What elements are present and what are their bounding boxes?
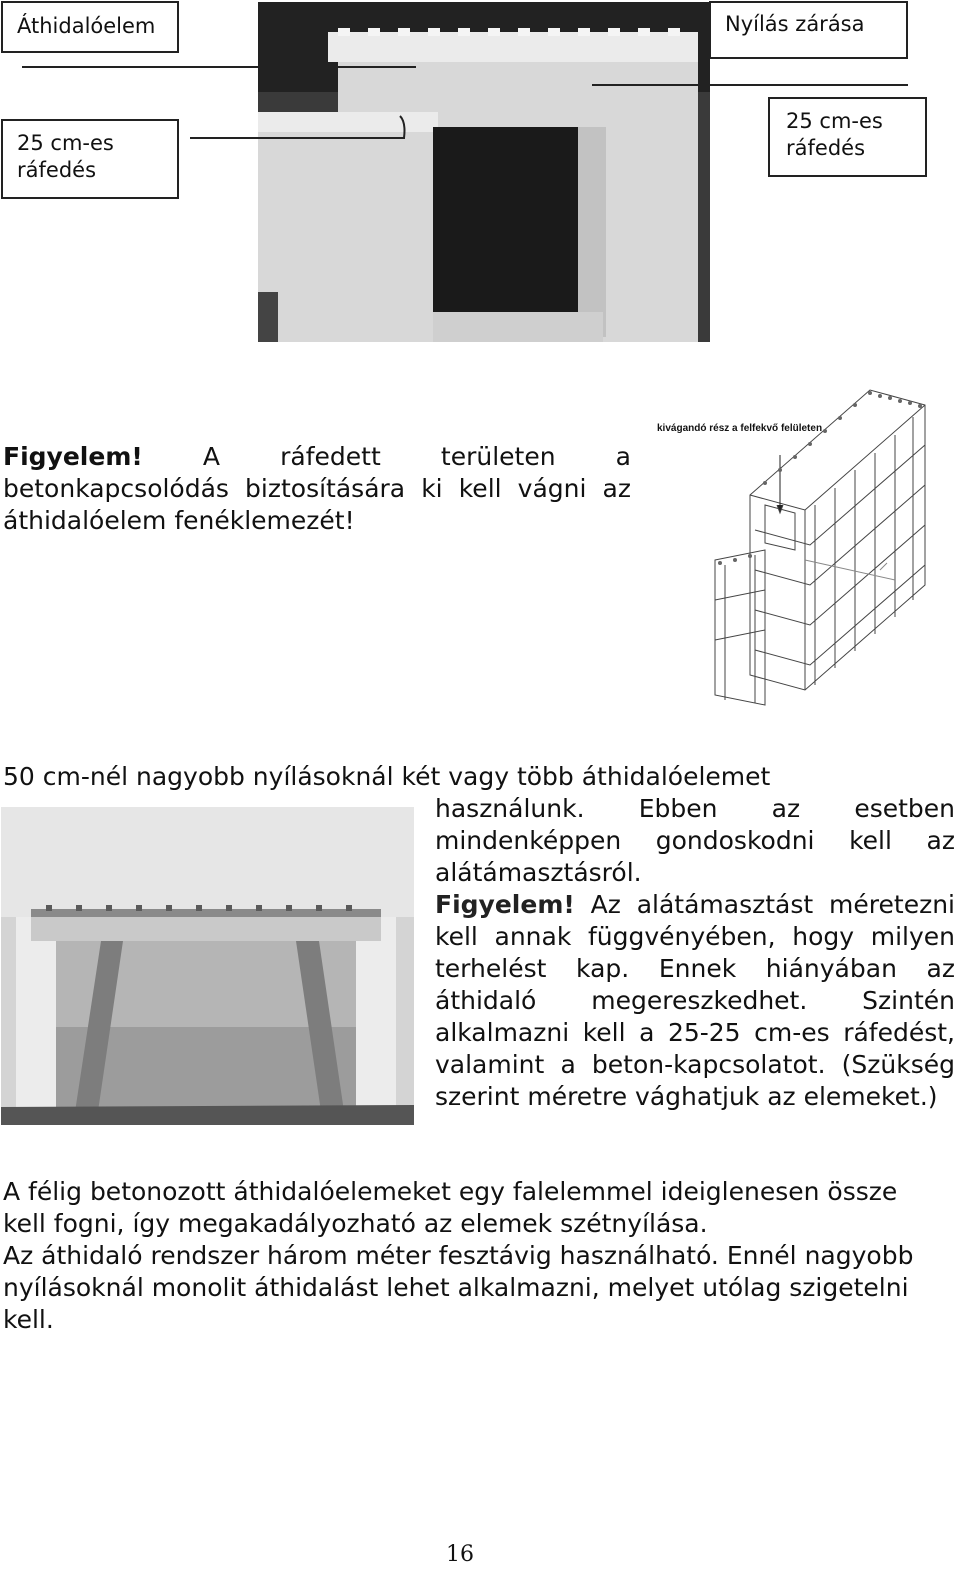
- diagram-caption: kivágandó rész a felfekvő felületen: [657, 423, 823, 434]
- multi-lintel-lead: 50 cm-nél nagyobb nyílásoknál két vagy több áthidalóelemet: [3, 762, 771, 791]
- span-paragraph: Az áthidaló rendszer három méter fesztávig használható. Ennél nagyobb nyílásoknál monolit áthidalást lehet alkalmazni, melyet utólag szigetelni kell.: [3, 1241, 914, 1334]
- support-photo: [1, 807, 414, 1125]
- lintel-photo: [258, 2, 710, 342]
- leader-line-closing: [592, 84, 908, 86]
- leader-line-lintel: [22, 66, 416, 68]
- tie-paragraph: A félig betonozott áthidalóelemeket egy falelemmel ideiglenesen össze kell fogni, így megakadályozható az elemek szétnyílása.: [3, 1177, 898, 1238]
- leader-line-overlap-left: [190, 137, 405, 139]
- warning-paragraph-1: Figyelem! A ráfedett területen a betonkapcsolódás biztosítására ki kell vágni az áthidalóelem fenéklemezét!: [3, 442, 631, 535]
- callout-lintel: Áthidalóelem: [1, 1, 179, 53]
- page-number: 16: [446, 1542, 474, 1567]
- block-diagram: [655, 385, 935, 710]
- callout-overlap-left: 25 cm-es ráfedés: [1, 119, 179, 199]
- leader-line-hook: [398, 114, 410, 140]
- warning-label: Figyelem!: [3, 442, 143, 471]
- multi-lintel-paragraph: használunk. Ebben az esetben mindenképpen gondoskodni kell az alátámasztásról.: [435, 794, 955, 887]
- warning-paragraph-2: Figyelem! Az alátámasztást méretezni kell annak függvényében, hogy milyen terhelést kap. Ennek hiányában az áthidaló megereszkedhet. Szintén alkalmazni kell a 25-25 cm-es ráfedést, valamint a beton-kapcsolatot. (Szükség szerint méretre vághatjuk az elemeket.): [435, 890, 955, 1111]
- warning-label-2: Figyelem!: [435, 890, 575, 919]
- callout-overlap-right: 25 cm-es ráfedés: [768, 97, 927, 177]
- callout-opening-closing: Nyílás zárása: [709, 1, 908, 59]
